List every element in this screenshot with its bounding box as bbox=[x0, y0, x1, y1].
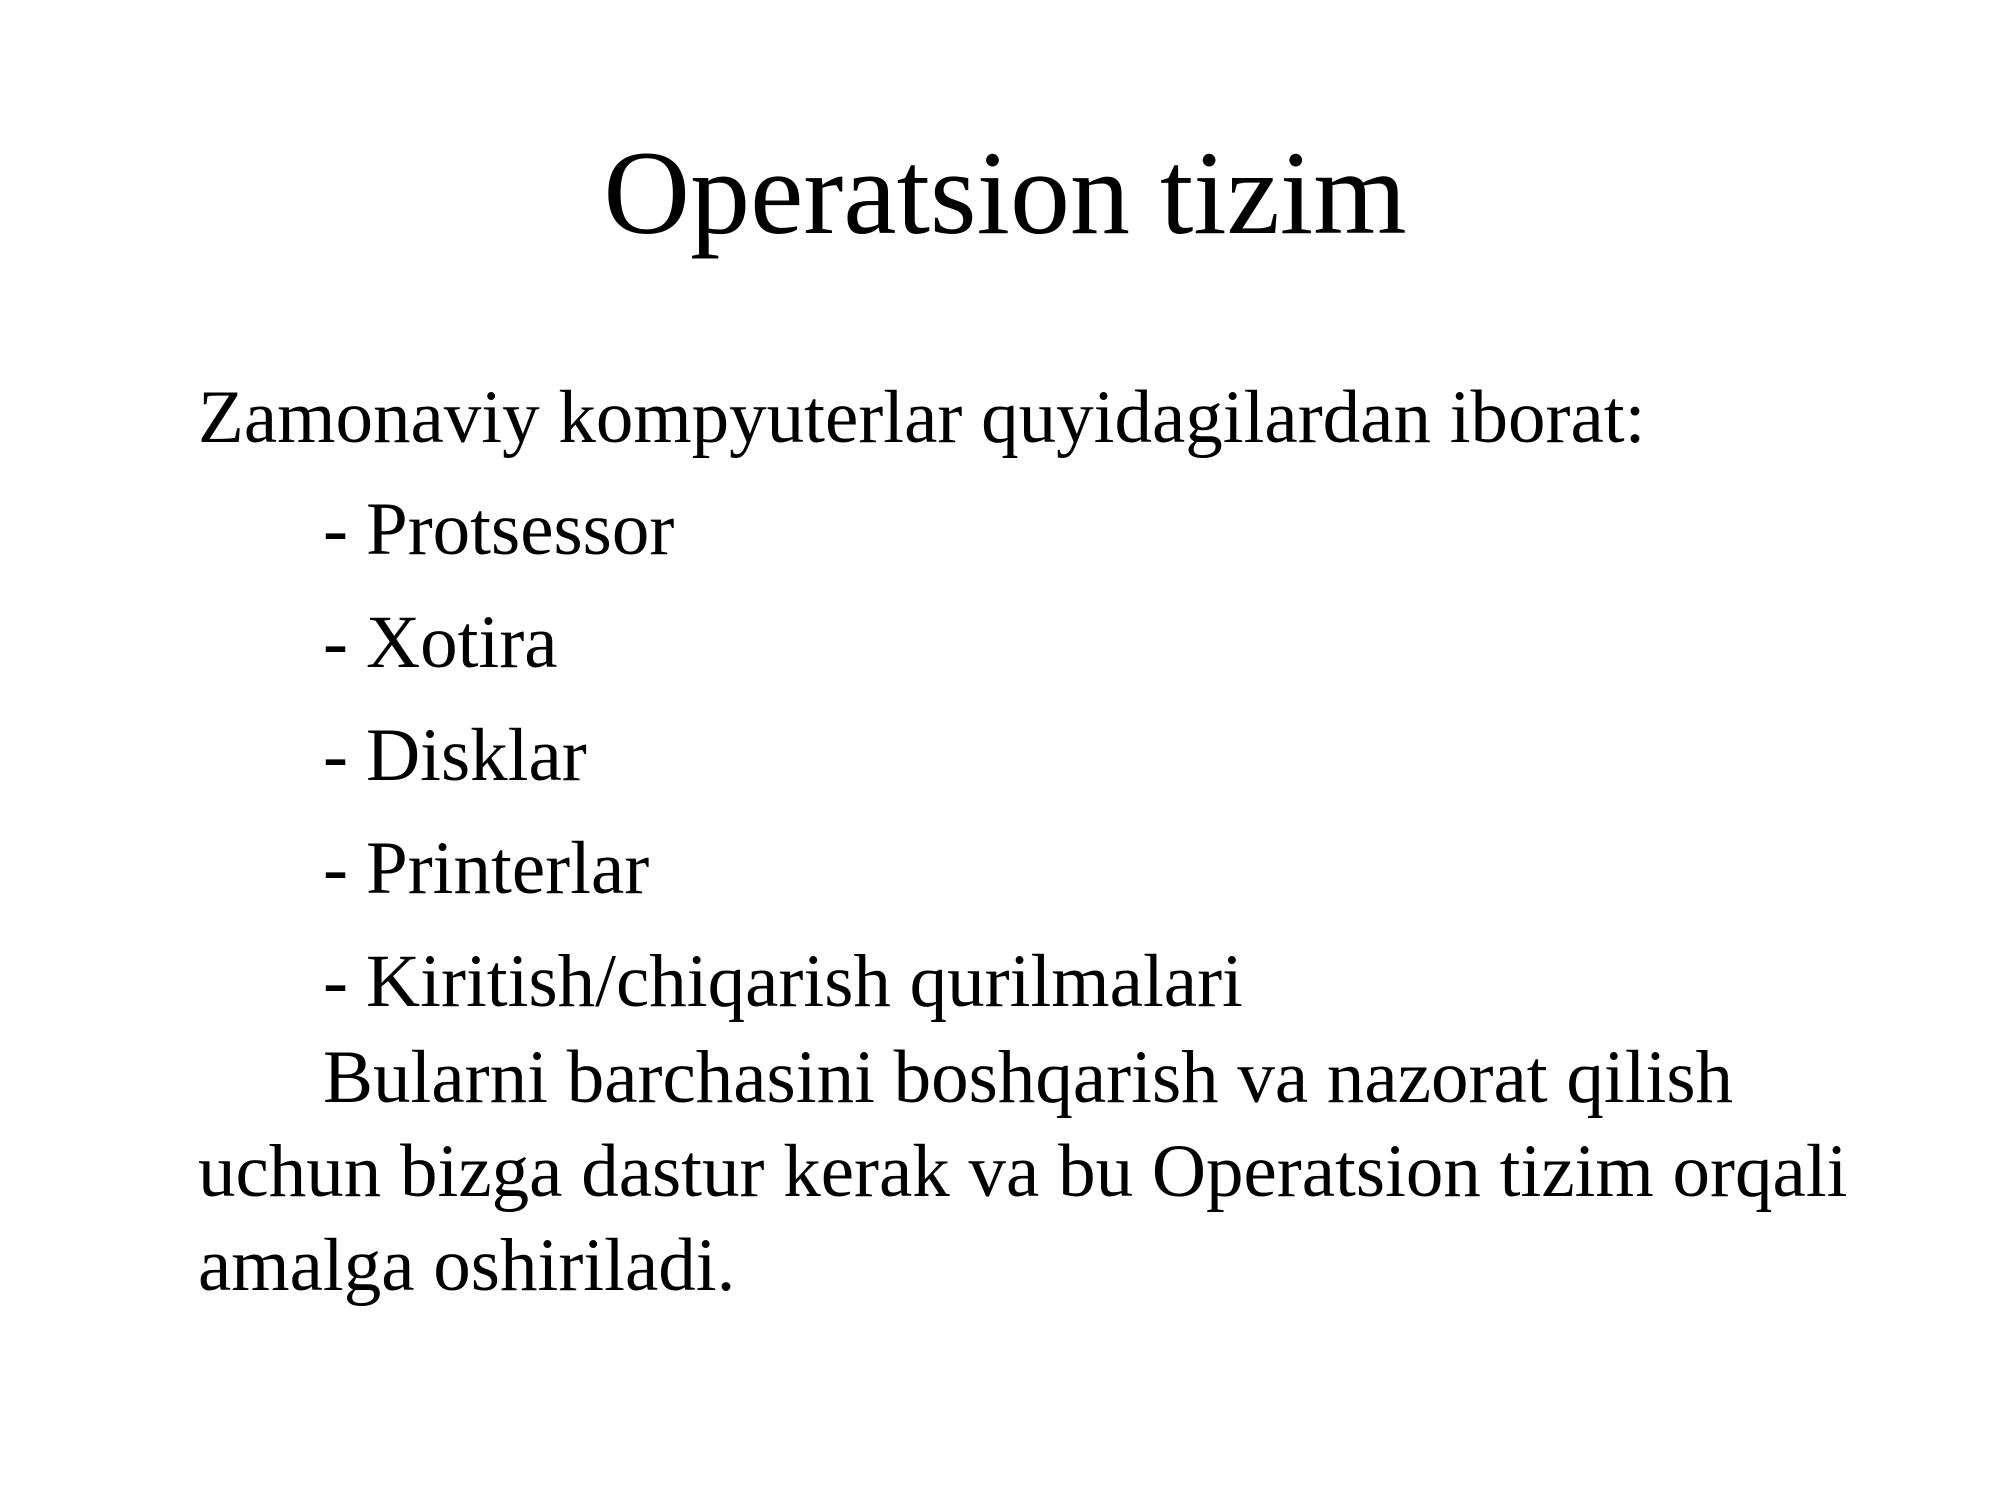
slide-title: Operatsion tizim bbox=[603, 126, 1407, 259]
list-marker: - bbox=[323, 601, 348, 684]
list-marker: - bbox=[323, 714, 348, 797]
component-label: Kiritish/chiqarish qurilmalari bbox=[365, 940, 1243, 1023]
list-item bbox=[198, 821, 1848, 934]
list-item bbox=[198, 482, 1848, 595]
list-item bbox=[198, 595, 1848, 708]
list-marker: - bbox=[323, 488, 348, 571]
list-marker: - bbox=[323, 940, 348, 1023]
list-marker: - bbox=[323, 827, 348, 910]
conclusion-text: Bularni barchasini boshqarish va nazorat qilish uchun bizga dastur kerak va bu Operatsion tizim orqali amalga oshiriladi. bbox=[198, 1036, 1848, 1307]
slide-body bbox=[198, 370, 1848, 1313]
component-label: Disklar bbox=[365, 714, 587, 797]
list-item bbox=[198, 708, 1848, 821]
intro-text: Zamonaviy kompyuterlar quyidagilardan iborat: bbox=[198, 376, 1646, 459]
component-label: Printerlar bbox=[365, 827, 650, 910]
component-label: Protsessor bbox=[365, 488, 675, 571]
component-label: Xotira bbox=[365, 601, 558, 684]
component-list bbox=[198, 482, 1848, 1047]
